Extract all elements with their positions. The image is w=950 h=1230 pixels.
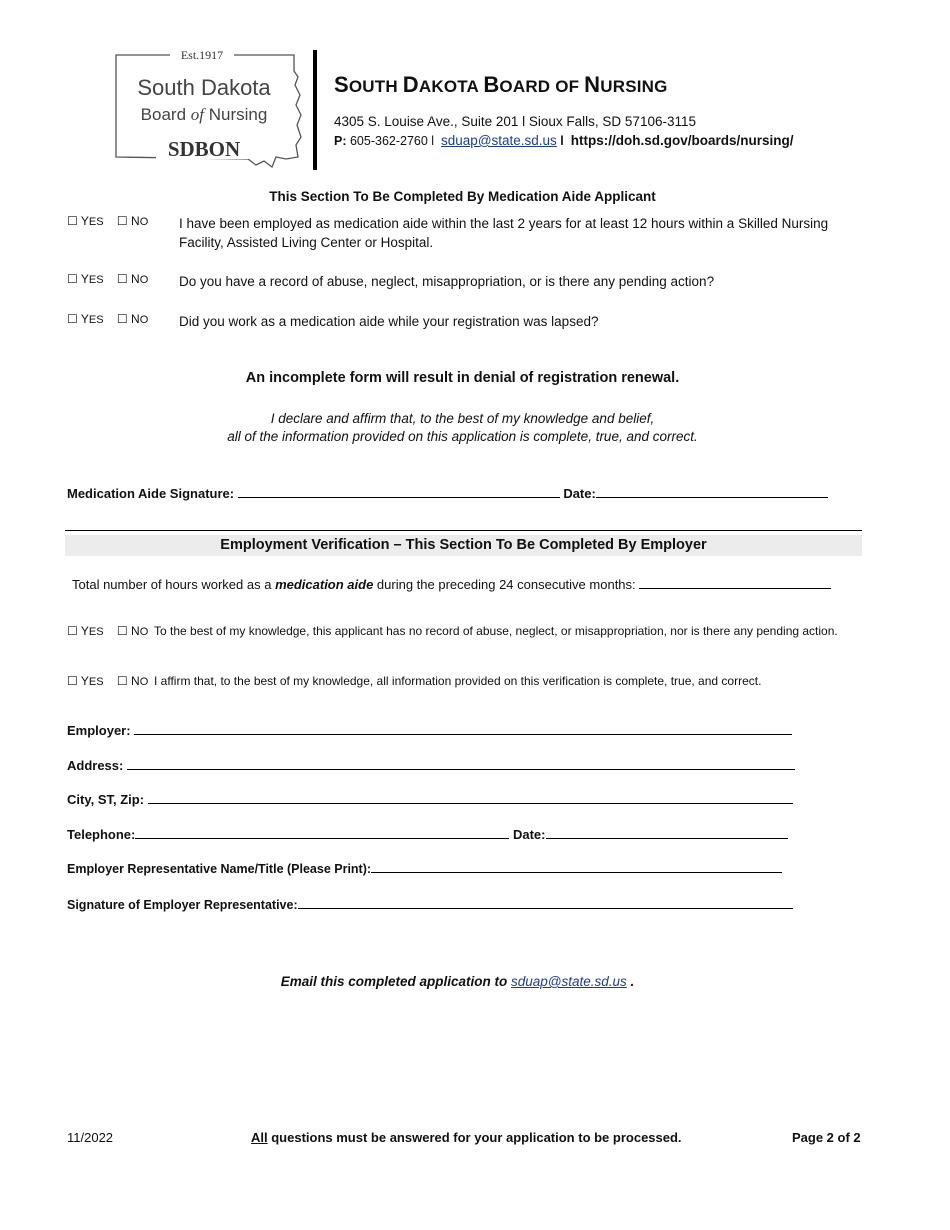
email-instruction: Email this completed application to sduap@state.sd.us . bbox=[280, 974, 635, 989]
no-checkbox[interactable]: ☐ NO bbox=[116, 624, 149, 638]
yes-checkbox[interactable]: ☐ YES bbox=[67, 214, 104, 228]
incomplete-warning: An incomplete form will result in denial of registration renewal. bbox=[245, 370, 680, 386]
employer-row: Employer: bbox=[67, 722, 792, 738]
medication-aide-signature-row bbox=[67, 485, 828, 501]
city-st-zip-field[interactable] bbox=[148, 791, 793, 804]
logo-abbr: SDBON bbox=[167, 137, 241, 161]
employer-date-field[interactable] bbox=[546, 826, 788, 839]
telephone-row: Telephone: Date: bbox=[67, 826, 788, 842]
sdbon-logo bbox=[108, 45, 303, 173]
yes-checkbox[interactable]: ☐ YES bbox=[67, 674, 104, 688]
signature-date-field[interactable] bbox=[596, 485, 828, 498]
page-number: Page 2 of 2 bbox=[792, 1130, 861, 1145]
applicant-section-title: This Section To Be Completed By Medication Aide Applicant bbox=[269, 189, 656, 204]
signature-date-label: Date: bbox=[559, 486, 596, 501]
yes-no-options[interactable] bbox=[67, 312, 148, 326]
declaration-line-1: I declare and affirm that, to the best of my knowledge and belief, bbox=[270, 411, 655, 426]
address-row: Address: bbox=[67, 757, 795, 773]
rep-name-row: Employer Representative Name/Title (Please Print): bbox=[67, 860, 782, 876]
no-checkbox[interactable]: ☐ NO bbox=[116, 674, 149, 688]
hours-worked-row: Total number of hours worked as a medication aide during the preceding 24 consecutive months: bbox=[72, 576, 831, 592]
email-link[interactable]: sduap@state.sd.us bbox=[441, 133, 557, 148]
yes-checkbox[interactable]: ☐ YES bbox=[67, 624, 104, 638]
applicant-question-1 bbox=[67, 214, 887, 254]
employer-question-2 bbox=[67, 674, 887, 694]
phone-label: P: bbox=[334, 134, 347, 148]
yes-no-options[interactable] bbox=[67, 624, 148, 638]
rep-signature-row: Signature of Employer Representative: bbox=[67, 896, 793, 912]
no-checkbox[interactable]: ☐ NO bbox=[116, 312, 149, 326]
signature-label: Medication Aide Signature: bbox=[67, 486, 238, 501]
form-revision-date: 11/2022 bbox=[67, 1130, 114, 1145]
question-text: I affirm that, to the best of my knowledge, all information provided on this verification is complete, true, and correct. bbox=[154, 674, 762, 688]
org-contact: P: 605-362-2760 l sduap@state.sd.us l https://doh.sd.gov/boards/nursing/ bbox=[334, 133, 794, 148]
applicant-question-2 bbox=[67, 272, 887, 292]
applicant-question-3 bbox=[67, 312, 887, 332]
address-field[interactable] bbox=[127, 757, 795, 770]
employer-question-1 bbox=[67, 624, 897, 644]
header-divider bbox=[313, 50, 317, 170]
employer-field[interactable] bbox=[134, 722, 792, 735]
signature-field[interactable] bbox=[238, 485, 560, 498]
yes-checkbox[interactable]: ☐ YES bbox=[67, 272, 104, 286]
org-address: 4305 S. Louise Ave., Suite 201 l Sioux Falls, SD 57106-3115 bbox=[334, 114, 696, 129]
rep-name-field[interactable] bbox=[371, 860, 782, 873]
phone-number: 605-362-2760 l bbox=[346, 134, 435, 148]
footer-note: All questions must be answered for your application to be processed. bbox=[251, 1130, 682, 1145]
logo-line2: Board of Nursing bbox=[140, 105, 268, 124]
city-row: City, ST, Zip: bbox=[67, 791, 793, 807]
org-title: SOUTH DAKOTA BOARD OF NURSING bbox=[334, 72, 668, 97]
rep-signature-field[interactable] bbox=[298, 896, 793, 909]
logo-line1: South Dakota bbox=[137, 75, 271, 100]
no-checkbox[interactable]: ☐ NO bbox=[116, 214, 149, 228]
no-checkbox[interactable]: ☐ NO bbox=[116, 272, 149, 286]
declaration bbox=[0, 410, 925, 446]
yes-no-options[interactable] bbox=[67, 272, 148, 286]
yes-no-options[interactable] bbox=[67, 674, 148, 688]
yes-checkbox[interactable]: ☐ YES bbox=[67, 312, 104, 326]
question-text: I have been employed as medication aide within the last 2 years for at least 12 hours within a Skilled Nursing Facility, Assisted Living Center or Hospital. bbox=[179, 216, 829, 250]
question-text: Do you have a record of abuse, neglect, misappropriation, or is there any pending action? bbox=[179, 274, 715, 289]
email-link[interactable]: sduap@state.sd.us bbox=[511, 974, 627, 989]
yes-no-options[interactable] bbox=[67, 214, 148, 228]
employer-section-title: Employment Verification – This Section To Be Completed By Employer bbox=[65, 535, 862, 556]
declaration-line-2: all of the information provided on this application is complete, true, and correct. bbox=[227, 429, 698, 444]
question-text: To the best of my knowledge, this applicant has no record of abuse, neglect, or misappropriation, nor is there any pending action. bbox=[154, 624, 838, 638]
logo-est: Est.1917 bbox=[180, 48, 224, 62]
website-link[interactable]: https://doh.sd.gov/boards/nursing/ bbox=[570, 133, 794, 148]
telephone-field[interactable] bbox=[135, 826, 509, 839]
hours-worked-field[interactable] bbox=[639, 576, 831, 589]
question-text: Did you work as a medication aide while your registration was lapsed? bbox=[179, 314, 599, 329]
